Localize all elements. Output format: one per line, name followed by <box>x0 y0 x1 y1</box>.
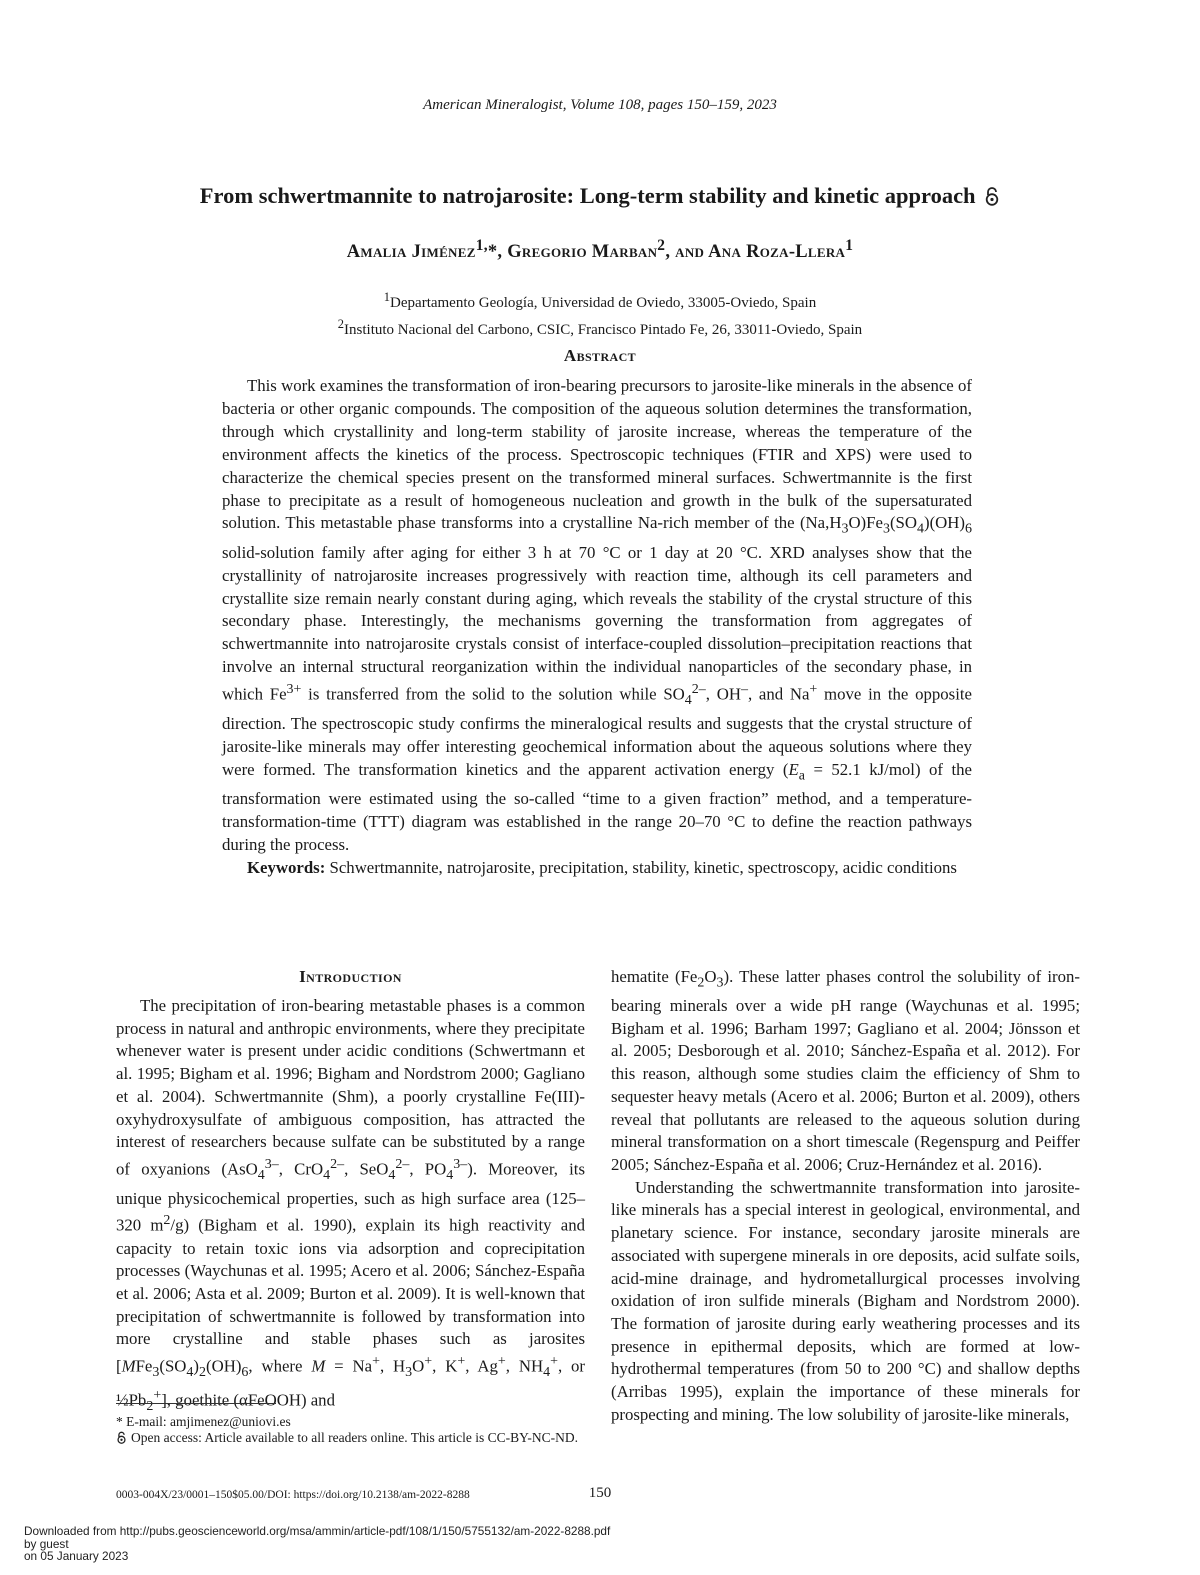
abstract-heading: Abstract <box>563 346 637 365</box>
left-column <box>116 995 585 1418</box>
footnote-divider <box>116 1403 276 1404</box>
download-user: by guest <box>24 1536 69 1551</box>
abstract-paragraph: This work examines the transformation of iron-bearing precursors to jarosite-like minerals in the absence of bacteria or other organic compounds. The composition of the aqueous solution determines the transformation, through which crystallinity and long-term stability of jarosite increase, whereas the temperature of the environment affects the kinetics of the process. Spectroscopic techniques (FTIR and XPS) were used to characterize the chemical species present on the transformed mineral surfaces. Schwertmannite is the first phase to precipitate as a result of homogeneous nucleation and growth in the bulk of the supersaturated solution. This metastable phase transforms into a crystalline Na-rich member of the $(Na,H_3O)Fe_3(SO_4)(OH)_6$ solid-solution family after aging for either 3 h at 70 °C or 1 day at 20 °C. XRD analyses show that the crystallinity of natrojarosite increases progressively with reaction time, although its cell parameters and crystallite size remain nearly constant during aging, which reveals the stability of the crystal structure of this secondary phase. Interestingly, the mechanisms governing the transformation from aggregates of schwertmannite into natrojarosite crystals consist of interface-coupled dissolution–precipitation reactions that involve an internal structural reorganization within the individual nanoparticles of the secondary phase, in which $Fe^{3+}$ is transferred from the solid to the solution while $SO_4^{2-}$, OH–, and Na+ move in the opposite direction. The spectroscopic study confirms the mineralogical results and suggests that the crystal structure of jarosite-like minerals may offer interesting geochemical information about the aqueous solutions where they were formed. The transformation kinetics and the apparent activation energy ($E_a = 52.1$ kJ/mol) of the transformation were estimated using the so-called “time to a given fraction” method, and a temperature-transformation-time (TTT) diagram was established in the range 20–70 °C to define the reaction pathways during the process. <box>222 376 972 854</box>
article-title-text: From schwertmannite to natrojarosite: Long-term stability and kinetic approach <box>199 183 976 208</box>
intro-paragraph-continued: hematite $(Fe_2O_3)$. These latter phases control the solubility of iron-bearing minerals over a wide pH range (Waychunas et al. 1995; Bigham et al. 1996; Barham 1997; Gagliano et al. 2004; Jönsson et al. 2005; Desborough et al. 2010; Sánchez-España et al. 2012). For this reason, although some studies claim the efficiency of Shm to sequester heavy metals (Acero et al. 2006; Burton et al. 2009), others reveal that pollutants are released to the aqueous solution during mineral transformation on a short timescale (Regenspurg and Peiffer 2005; Sánchez-España et al. 2006; Cruz-Hernández et al. 2016). <box>611 967 1080 1174</box>
download-date: on 05 January 2023 <box>24 1549 129 1563</box>
right-column <box>611 966 1080 1426</box>
keywords-line <box>222 857 972 880</box>
intro-paragraph-2: Understanding the schwertmannite transformation into jarosite-like minerals has a special interest in geological, environmental, and planetary science. For instance, secondary jarosite minerals are associated with supergene minerals in ore deposits, acid sulfate soils, acid-mine drainage, and hydrometallurgical processes involving oxidation of iron sulfide minerals (Bigham and Nordstrom 2000). The formation of jarosite during early weathering processes and its presence in epithermal deposits, which are formed at low-hydrothermal temperatures (from 50 to 200 °C) and shallow depths (Arribas 1995), explain the importance of these minerals for prospecting and mining. The low solubility of jarosite-like minerals, <box>611 1177 1080 1424</box>
introduction-heading: Introduction <box>299 967 402 986</box>
journal-header: American Mineralogist, Volume 108, pages 150–159, 2023 <box>423 97 777 113</box>
intro-paragraph-1: The precipitation of iron-bearing metastable phases is a common process in natural and anthropic environments, where they precipitate whenever water is present under acidic conditions (Schwertmann et al. 1995; Bigham et al. 1996; Bigham and Nordstrom 2000; Gagliano et al. 2004). Schwertmannite (Shm), a poorly crystalline Fe(III)-oxyhydroxysulfate of ambiguous composition, has attracted the interest of researchers because sulfate can be substituted by a range of oxyanions (AsO$_4^{3-}$, CrO$_4^{2-}$, SeO$_4^{2-}$, $PO_4^{3-}$). Moreover, its unique physicochemical properties, such as high surface area (125–320 $m^2/g$) (Bigham et al. 1990), explain its high reactivity and capacity to retain toxic ions via adsorption and coprecipitation processes (Waychunas et al. 1995; Acero et al. 2006; Sánchez-España et al. 2006; Asta et al. 2009; Burton et al. 2009). It is well-known that precipitation of schwertmannite is followed by transformation into more crystalline and stable phases such as jarosites [$MFe_3(SO_4)_2(OH)_6$, where M = Na+, $H_3O^+$, K+, Ag+, $NH_4^+$, or $\frac{1}{2}Pb_2^+$], goethite (αFeOOH) and <box>116 996 586 1414</box>
footnotes <box>116 1414 585 1446</box>
doi-line: 0003-004X/23/0001–150$05.00/DOI: https://doi.org/10.2138/am-2022-8288 <box>116 1489 470 1501</box>
download-source-link[interactable]: Downloaded from http://pubs.geoscienceworld.org/msa/ammin/article-pdf/108/1/150/5755132/am-2022-8288.pdf <box>24 1524 611 1538</box>
keywords-text: Schwertmannite, natrojarosite, precipitation, stability, kinetic, spectroscopy, acidic conditions <box>329 857 957 877</box>
footnote-open-access <box>116 1430 585 1446</box>
affiliation-1: $^1$Departamento Geología, Universidad de Oviedo, 33005-Oviedo, Spain <box>383 290 817 311</box>
footnote-open-access-text: Open access: Article available to all readers online. This article is CC-BY-NC-ND. <box>131 1430 578 1445</box>
affiliations <box>0 287 1200 341</box>
open-access-lock-icon <box>116 1431 127 1444</box>
page-number: 150 <box>588 1485 612 1501</box>
abstract-body <box>222 375 972 880</box>
open-access-lock-icon <box>984 186 1000 206</box>
author-list: Amalia Jiménez$^{1,}$*, Gregorio Marban$^2$, and Ana Roza-Llera$^1$ <box>346 237 854 263</box>
download-stamp <box>24 1525 610 1563</box>
affiliation-2: $^2$Instituto Nacional del Carbono, CSIC, Francisco Pintado Fe, 26, 33011-Oviedo, Spain <box>337 317 863 338</box>
article-title <box>0 183 1200 209</box>
footnote-email: * E-mail: amjimenez@uniovi.es <box>116 1414 291 1429</box>
keywords-label: Keywords: <box>247 857 326 877</box>
